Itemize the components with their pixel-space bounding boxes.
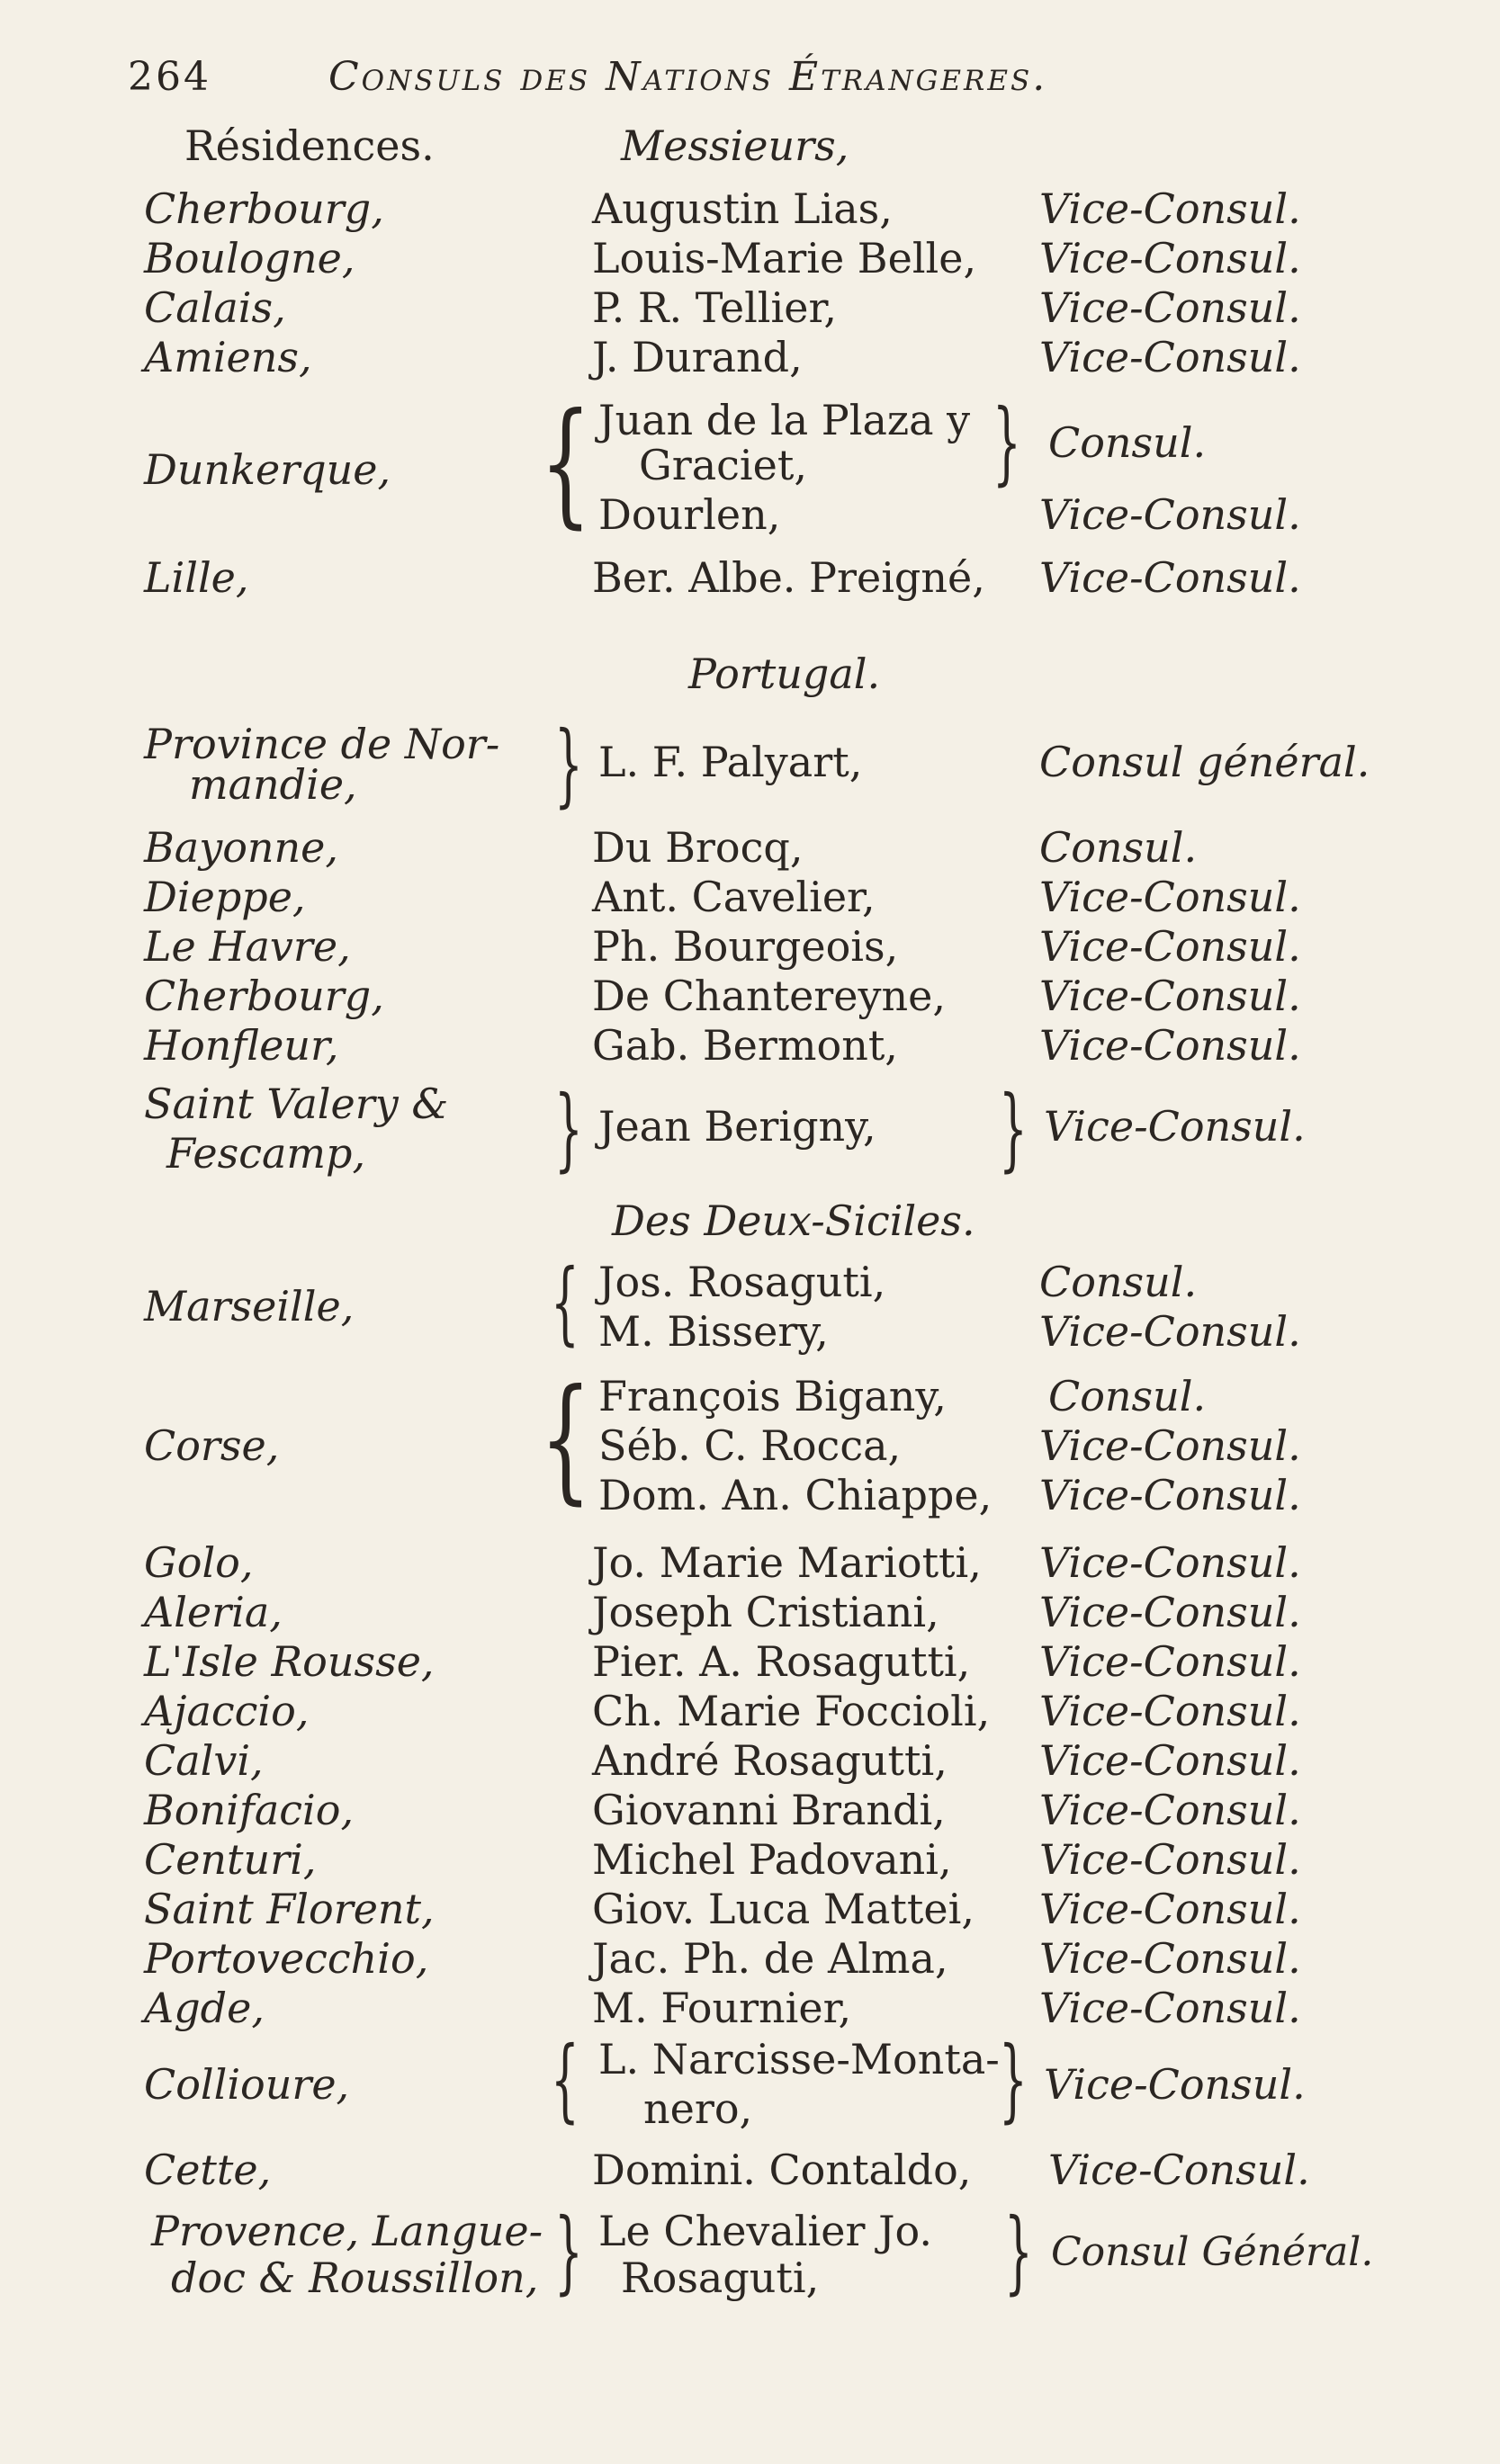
running-title: Consuls des Nations Étrangeres. <box>328 54 1048 100</box>
consul-name: Giovanni Brandi, <box>592 1786 946 1834</box>
entry-row <box>0 2229 1500 2283</box>
consul-name: Giov. Luca Mattei, <box>592 1885 975 1933</box>
residence: Provence, Langue- <box>151 2207 543 2255</box>
page-number: 264 <box>128 54 211 100</box>
residence: Calais, <box>144 283 286 332</box>
consul-title: Vice-Consul. <box>1039 333 1301 381</box>
entry-row <box>0 1307 1500 1361</box>
residence-cont: Fescamp, <box>166 1129 366 1178</box>
entry-row <box>0 2060 1500 2114</box>
left-brace: { <box>551 1250 579 1355</box>
entry-row <box>0 1102 1500 1156</box>
section-heading: Portugal. <box>688 650 881 698</box>
entry-row <box>0 1934 1500 1988</box>
entry-row <box>0 234 1500 288</box>
residence: Collioure, <box>144 2060 350 2109</box>
right-brace: } <box>1004 2199 1033 2304</box>
consul-name: Du Brocq, <box>592 823 804 872</box>
entry-row <box>0 1538 1500 1592</box>
consul-title: Consul. <box>1048 1372 1207 1420</box>
consul-name: M. Bissery, <box>598 1307 829 1356</box>
entry-row <box>0 823 1500 877</box>
consul-name: Ant. Cavelier, <box>592 873 876 921</box>
consul-title: Vice-Consul. <box>1039 184 1301 233</box>
residence: Portovecchio, <box>144 1934 429 1983</box>
residence: Dunkerque, <box>144 445 391 494</box>
residence-cont: doc & Roussillon, <box>171 2253 539 2302</box>
consul-title: Consul général. <box>1039 738 1370 786</box>
section-heading: Des Deux-Siciles. <box>612 1196 975 1245</box>
consul-title: Consul. <box>1048 418 1207 467</box>
consul-name: Ber. Albe. Preigné, <box>592 553 985 602</box>
entry-row <box>0 1421 1500 1475</box>
entry-row <box>0 1372 1500 1426</box>
entry-row <box>0 1736 1500 1790</box>
residence: Cette, <box>144 2146 272 2194</box>
consul-name: Pier. A. Rosagutti, <box>592 1637 971 1686</box>
entry-row <box>0 2146 1500 2200</box>
consul-title: Consul. <box>1039 823 1198 872</box>
residence: L'Isle Rousse, <box>144 1637 435 1686</box>
entry-row <box>0 738 1500 792</box>
consul-title: Vice-Consul. <box>1044 1102 1306 1151</box>
entry-row <box>0 1786 1500 1840</box>
consul-name: Juan de la Plaza y <box>598 396 971 444</box>
entry-row <box>0 873 1500 927</box>
consul-title: Vice-Consul. <box>1039 283 1301 332</box>
residence-cont: mandie, <box>189 760 357 809</box>
consul-name: Le Chevalier Jo. <box>598 2207 933 2255</box>
residence: Boulogne, <box>144 234 355 282</box>
consul-name: Jean Berigny, <box>598 1102 876 1151</box>
residence: Bonifacio, <box>144 1786 355 1834</box>
consul-name: M. Fournier, <box>592 1984 852 2032</box>
consul-name: Augustin Lias, <box>592 184 893 233</box>
consul-name: P. R. Tellier, <box>592 283 838 332</box>
residence: Aleria, <box>144 1588 283 1636</box>
residence: Le Havre, <box>144 922 351 971</box>
residence: Ajaccio, <box>144 1687 310 1735</box>
consul-title: Vice-Consul. <box>1039 234 1301 282</box>
entry-row <box>0 1471 1500 1525</box>
consul-title: Vice-Consul. <box>1039 553 1301 602</box>
consul-name: L. Narcisse-Monta- <box>598 2035 1000 2083</box>
consul-title: Vice-Consul. <box>1039 922 1301 971</box>
residence: Province de Nor- <box>144 720 500 768</box>
consul-title: Vice-Consul. <box>1039 1421 1301 1470</box>
residence: Bayonne, <box>144 823 339 872</box>
consul-title: Vice-Consul. <box>1039 1984 1301 2032</box>
consul-name: Gab. Bermont, <box>592 1021 898 1070</box>
entry-row <box>0 1637 1500 1691</box>
residence: Centuri, <box>144 1835 317 1884</box>
consul-name: Jos. Rosaguti, <box>598 1258 886 1306</box>
left-brace: { <box>551 2027 579 2132</box>
consul-name-cont: Graciet, <box>639 441 807 489</box>
residence: Saint Florent, <box>144 1885 435 1933</box>
consul-title: Vice-Consul. <box>1039 1021 1301 1070</box>
entry-row <box>0 184 1500 238</box>
consul-name: Domini. Contaldo, <box>592 2146 972 2194</box>
consul-title: Vice-Consul. <box>1039 1538 1301 1587</box>
consul-title: Vice-Consul. <box>1039 1885 1301 1933</box>
consul-title: Consul. <box>1039 1258 1198 1306</box>
right-brace: } <box>999 1076 1028 1181</box>
consul-title: Vice-Consul. <box>1039 1687 1301 1735</box>
entry-row <box>0 972 1500 1026</box>
consul-title: Vice-Consul. <box>1039 1307 1301 1356</box>
entry-row <box>0 553 1500 607</box>
consul-name: J. Durand, <box>592 333 803 381</box>
residence: Saint Valery & <box>144 1080 449 1128</box>
consul-title: Vice-Consul. <box>1039 1934 1301 1983</box>
consul-name: Dom. An. Chiappe, <box>598 1471 993 1519</box>
consul-name: De Chantereyne, <box>592 972 946 1020</box>
residence: Honfleur, <box>144 1021 339 1070</box>
consul-name: Louis-Marie Belle, <box>592 234 977 282</box>
right-brace: } <box>554 2199 583 2304</box>
entry-row <box>0 922 1500 976</box>
residence: Agde, <box>144 1984 265 2032</box>
residence: Cherbourg, <box>144 184 384 233</box>
entry-row <box>0 1984 1500 2038</box>
residence: Calvi, <box>144 1736 264 1785</box>
entry-row <box>0 283 1500 337</box>
right-brace: } <box>554 712 583 817</box>
left-brace: { <box>540 385 592 542</box>
consul-name: Jac. Ph. de Alma, <box>592 1934 948 1983</box>
consul-name: Séb. C. Rocca, <box>598 1421 902 1470</box>
right-brace: } <box>554 1076 583 1181</box>
entry-row <box>0 418 1500 472</box>
consul-title: Vice-Consul. <box>1039 972 1301 1020</box>
right-brace: } <box>999 2027 1028 2132</box>
entry-row <box>0 1021 1500 1075</box>
entry-row <box>0 1258 1500 1312</box>
consul-title: Vice-Consul. <box>1039 1835 1301 1884</box>
consul-name: Ch. Marie Foccioli, <box>592 1687 991 1735</box>
consul-name: L. F. Palyart, <box>598 738 863 786</box>
residence: Golo, <box>144 1538 254 1587</box>
residence: Cherbourg, <box>144 972 384 1020</box>
right-brace: } <box>993 390 1021 495</box>
entry-row <box>0 1687 1500 1741</box>
consul-title: Vice-Consul. <box>1039 490 1301 539</box>
consul-name: Jo. Marie Mariotti, <box>592 1538 982 1587</box>
entry-row <box>0 1835 1500 1889</box>
entry-row <box>0 1885 1500 1939</box>
residence: Corse, <box>144 1421 280 1470</box>
consul-name: Ph. Bourgeois, <box>592 922 899 971</box>
consul-name: François Bigany, <box>598 1372 947 1420</box>
residence: Lille, <box>144 553 249 602</box>
entry-row <box>0 490 1500 544</box>
entry-row <box>0 1588 1500 1642</box>
consul-title: Consul Général. <box>1051 2229 1374 2275</box>
entry-row <box>0 333 1500 387</box>
residence: Amiens, <box>144 333 312 381</box>
consul-title: Vice-Consul. <box>1039 1637 1301 1686</box>
consul-name: André Rosagutti, <box>592 1736 948 1785</box>
residence: Dieppe, <box>144 873 306 921</box>
consul-name: Joseph Cristiani, <box>592 1588 939 1636</box>
residence: Marseille, <box>144 1282 355 1331</box>
left-brace: { <box>540 1361 592 1518</box>
consul-name: Dourlen, <box>598 490 781 539</box>
consul-title: Vice-Consul. <box>1048 2146 1310 2194</box>
consul-title: Vice-Consul. <box>1039 1588 1301 1636</box>
consul-title: Vice-Consul. <box>1039 1736 1301 1785</box>
consul-name-cont: nero, <box>643 2084 753 2133</box>
consul-title: Vice-Consul. <box>1044 2060 1306 2109</box>
consul-title: Vice-Consul. <box>1039 1786 1301 1834</box>
residences-heading: Résidences. <box>184 121 435 170</box>
consul-title: Vice-Consul. <box>1039 873 1301 921</box>
consul-name-cont: Rosaguti, <box>621 2253 820 2302</box>
consul-name: Michel Padovani, <box>592 1835 952 1884</box>
consul-title: Vice-Consul. <box>1039 1471 1301 1519</box>
messieurs-heading: Messieurs, <box>621 121 849 170</box>
